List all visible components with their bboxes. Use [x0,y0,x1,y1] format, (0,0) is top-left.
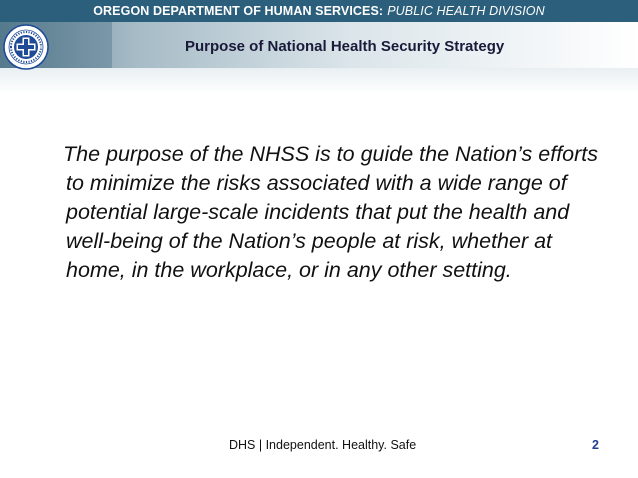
banner-organization: OREGON DEPARTMENT OF HUMAN SERVICES: [93,4,384,18]
top-banner [0,0,638,22]
banner-division: PUBLIC HEALTH DIVISION [387,4,545,18]
header-shade [0,68,638,94]
page-number: 2 [592,438,599,452]
dhs-seal-icon [3,24,49,70]
slide-body-text: The purpose of the NHSS is to guide the Nation’s efforts to minimize the risks associated with a wide range of potential large-scale incidents that put the health and well-being of the Nation’s people at risk, whether at home, in the workplace, or in any other setting. [63,142,599,282]
slide-title: Purpose of National Health Security Strategy [185,38,505,55]
footer-tagline: DHS | Independent. Healthy. Safe [229,438,417,452]
